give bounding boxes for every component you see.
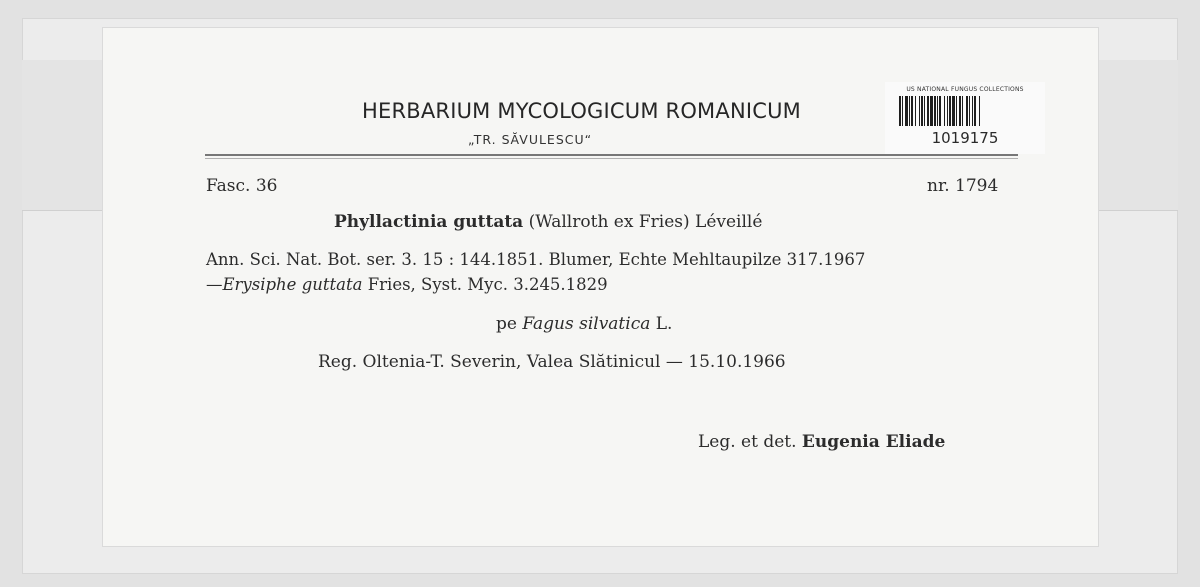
herbarium-title: HERBARIUM MYCOLOGICUM ROMANICUM: [362, 99, 801, 123]
synonym-name: Erysiphe guttata: [222, 275, 363, 294]
barcode-number: 1019175: [931, 129, 999, 147]
species-line: [334, 212, 762, 232]
synonym-line: [206, 275, 608, 294]
synonym-dash: —: [206, 275, 223, 294]
locality-line: Reg. Oltenia-T. Severin, Valea Slătinicul — 15.10.1966: [318, 352, 786, 372]
envelope-flap-left: [22, 60, 113, 211]
barcode-icon: [899, 96, 1033, 126]
collector-name: Eugenia Eliade: [801, 432, 946, 452]
host-line: [496, 314, 672, 334]
specimen-number: nr. 1794: [927, 176, 999, 196]
host-name: Fagus silvatica: [522, 314, 651, 334]
barcode-sticker: [885, 82, 1045, 154]
host-prefix: pe: [496, 314, 517, 334]
host-author: L.: [655, 314, 673, 334]
synonym-reference: Fries, Syst. Myc. 3.245.1829: [367, 275, 608, 294]
header-rule-thin: [205, 158, 1018, 159]
reference-line: Ann. Sci. Nat. Bot. ser. 3. 15 : 144.1851. Blumer, Echte Mehltaupilze 317.1967: [206, 250, 866, 269]
fascicle-number: Fasc. 36: [206, 176, 278, 196]
collector-prefix: Leg. et det.: [698, 432, 797, 452]
collector-line: [698, 432, 945, 452]
envelope-flap-right: [1087, 60, 1178, 211]
species-name: Phyllactinia guttata: [334, 212, 524, 232]
herbarium-subtitle: „TR. SĂVULESCU“: [468, 132, 593, 147]
species-author: (Wallroth ex Fries) Léveillé: [528, 212, 763, 232]
header-rule: [205, 154, 1018, 156]
barcode-caption: US NATIONAL FUNGUS COLLECTIONS: [906, 86, 1024, 93]
